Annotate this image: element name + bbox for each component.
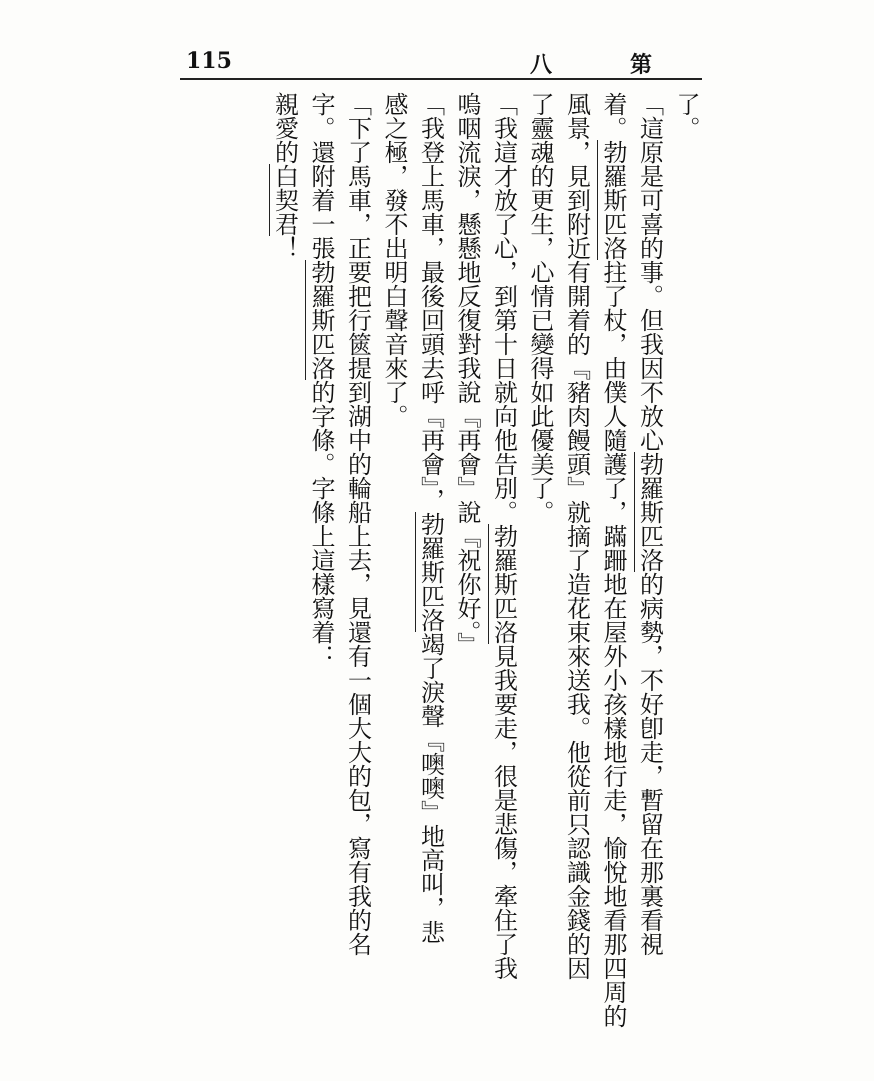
proper-name-mark: 白契君 <box>270 164 299 236</box>
running-head-part-a: 第 <box>629 52 702 78</box>
text-line-1: 了。 <box>672 92 700 140</box>
header-rule <box>180 78 702 80</box>
text-line-9: 感之極，發不出明白聲音來了。 <box>380 92 408 428</box>
proper-name-mark: 勃羅斯匹洛 <box>307 260 335 380</box>
proper-name-mark: 勃羅斯匹洛 <box>599 140 627 260</box>
text-line-10: 「下了馬車，正要把行篋提到湖中的輪船上去，見還有一個大大的包，寫有我的名 <box>343 92 372 956</box>
text-line-8: 「我登上馬車，最後回頭去呼『再會』，勃羅斯匹洛竭了淚聲『噢噢』地高叫，悲 <box>416 92 445 944</box>
text-line-12: 親愛的白契君！ <box>270 92 299 260</box>
page-header <box>180 48 702 78</box>
proper-name-mark: 勃羅斯匹洛 <box>489 524 518 644</box>
proper-name-mark: 勃羅斯匹洛 <box>635 452 664 572</box>
text-line-6: 「我這才放了心，到第十日就向他告別。勃羅斯匹洛見我要走，很是悲傷，牽住了我 <box>489 92 518 980</box>
text-line-5: 了靈魂的更生，心情已變得如此優美了。 <box>526 92 554 524</box>
text-line-4: 風景，見到附近有開着的『豬肉饅頭』就摘了造花束來送我。他從前只認識金錢的因 <box>562 92 591 980</box>
running-head-part-b: 八 <box>529 52 602 78</box>
text-line-11: 字。還附着一張勃羅斯匹洛的字條。字條上這樣寫着： <box>307 92 335 668</box>
proper-name-mark: 勃羅斯匹洛 <box>416 512 445 632</box>
page-number: 115 <box>186 48 232 74</box>
vertical-text-body <box>266 92 704 1028</box>
text-line-7: 嗚咽流淚，懸懸地反復對我說『再會』說『祝你好。』 <box>453 92 481 656</box>
text-line-2: 「這原是可喜的事。但我因不放心勃羅斯匹洛的病勢，不好卽走，暫留在那裏看視 <box>635 92 664 956</box>
text-line-3: 着。勃羅斯匹洛拄了杖，由僕人隨護了，蹣跚地在屋外小孩樣地行走，愉悅地看那四周的 <box>599 92 627 1028</box>
